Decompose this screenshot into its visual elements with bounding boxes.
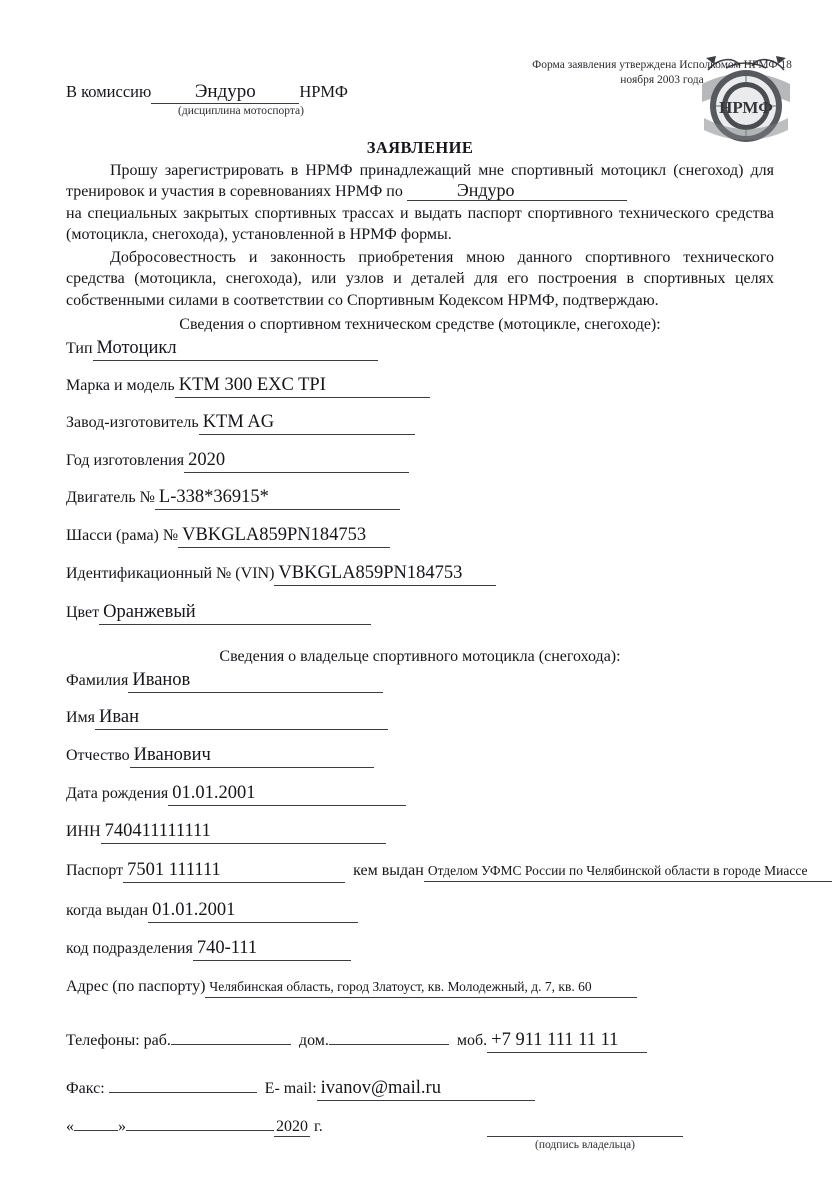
field-passport-value: 7501 111111 (127, 860, 221, 880)
email-input[interactable] (317, 1078, 535, 1101)
field-vin-value: VBKGLA859PN184753 (278, 563, 463, 583)
field-type-label: Тип (66, 340, 93, 357)
phone-work-input[interactable] (171, 1043, 291, 1045)
field-color-value: Оранжевый (103, 602, 196, 622)
field-brand-label: Марка и модель (66, 377, 175, 394)
field-color-label: Цвет (66, 604, 100, 621)
field-firstname-input[interactable] (95, 707, 388, 730)
field-chassis-input[interactable] (178, 525, 390, 548)
field-issued-by-input[interactable] (424, 862, 832, 882)
field-surname-label: Фамилия (66, 672, 129, 689)
owner-section-title: Сведения о владельце спортивного мотоцикла (снегохода): (219, 648, 621, 665)
field-passport (66, 860, 832, 883)
field-color (66, 602, 371, 625)
field-engine-value: L-338*36915* (158, 487, 269, 507)
email-value: ivanov@mail.ru (320, 1078, 441, 1098)
field-patronymic-value: Иванович (133, 745, 211, 765)
field-address-value: Челябинская область, город Златоуст, кв. Молодежный, д. 7, кв. 60 (209, 979, 592, 994)
phone-mobile-input[interactable] (487, 1030, 647, 1053)
field-birthdate-label: Дата рождения (66, 785, 169, 802)
field-firstname-label: Имя (66, 709, 96, 726)
field-manufacturer-label: Завод-изготовитель (66, 414, 199, 431)
field-issued-when-label: когда выдан (66, 902, 149, 919)
date-day-input[interactable] (74, 1130, 118, 1131)
phone-mobile-value: +7 911 111 11 11 (491, 1030, 619, 1050)
owner-signature-caption: (подпись владельца) (535, 1139, 635, 1151)
field-dept-code-value: 740-111 (196, 938, 258, 958)
date-close-quote: » (118, 1118, 126, 1135)
date-year-suffix: г. (314, 1118, 323, 1135)
field-firstname (66, 707, 388, 730)
intro-paragraph-1-text: Прошу зарегистрировать в НРМФ принадлежащий мне спортивный мотоцикл (снегоход) для тренировок и участия в соревнованиях НРМФ по (66, 162, 774, 201)
field-type-value: Мотоцикл (96, 338, 177, 358)
field-inn-label: ИНН (66, 823, 101, 840)
commission-label: В комиссию (66, 82, 152, 101)
field-vin-label: Идентификационный № (VIN) (66, 565, 275, 582)
intro-paragraph-1b: на специальных закрытых спортивных трассах и выдать паспорт спортивного технического средства (мотоцикла, снегохода), установленной в НРМФ формы. (66, 204, 774, 243)
field-inn-input[interactable] (101, 821, 386, 844)
field-inn-value: 740411111111 (104, 821, 211, 841)
phones-label: Телефоны: (66, 1032, 140, 1049)
discipline-field[interactable] (407, 181, 627, 201)
owner-signature-box (487, 1120, 683, 1151)
field-chassis-value: VBKGLA859PN184753 (182, 525, 367, 545)
emblem-label: НРМФ (719, 98, 773, 117)
field-issued-when (66, 900, 358, 923)
field-surname-input[interactable] (128, 670, 383, 693)
field-issued-by-value: Отделом УФМС России по Челябинской области в городе Миассе (427, 863, 808, 878)
field-manufacturer (66, 412, 415, 435)
field-dept-code (66, 938, 351, 961)
vehicle-section-title: Сведения о спортивном техническом средстве (мотоцикле, снегоходе): (179, 316, 661, 333)
field-brand-value: KTM 300 EXC TPI (178, 375, 326, 395)
field-issued-when-input[interactable] (148, 900, 358, 923)
contacts-fax-email-row (66, 1078, 535, 1101)
commission-discipline-value: Эндуро (194, 81, 256, 102)
page-title: ЗАЯВЛЕНИЕ (366, 138, 474, 157)
email-label: E- mail: (264, 1080, 317, 1097)
field-engine (66, 487, 400, 510)
field-vin-input[interactable] (274, 563, 496, 586)
field-issued-when-value: 01.01.2001 (152, 900, 236, 920)
phone-work-label: раб. (143, 1032, 171, 1049)
field-birthdate (66, 783, 406, 806)
field-firstname-value: Иван (99, 707, 140, 727)
discipline-value: Эндуро (456, 180, 515, 201)
field-engine-input[interactable] (155, 487, 400, 510)
field-address-input[interactable] (205, 978, 637, 998)
field-year-input[interactable] (184, 450, 409, 473)
commission-org: НРМФ (299, 82, 348, 101)
field-address (66, 978, 637, 998)
field-birthdate-input[interactable] (168, 783, 406, 806)
field-type (66, 338, 378, 361)
intro-paragraph-2: Добросовестность и законность приобретения мною данного спортивного технического средства (мотоцикла, снегохода), или узлов и деталей для его построения в спортивных целях собственными силами в соответствии со Спортивным Кодексом НРМФ, подтверждаю. (66, 249, 774, 309)
phone-home-label: дом. (298, 1032, 329, 1049)
signature-date-row (66, 1118, 323, 1137)
field-dept-code-label: код подразделения (66, 940, 193, 957)
phone-home-input[interactable] (329, 1043, 449, 1045)
field-manufacturer-value: KTM AG (202, 412, 275, 432)
field-birthdate-value: 01.01.2001 (172, 783, 256, 803)
field-issued-by-label: кем выдан (353, 862, 424, 879)
field-year (66, 450, 409, 473)
field-vin (66, 563, 496, 586)
phone-mobile-label: моб. (456, 1032, 488, 1049)
field-patronymic (66, 745, 374, 768)
owner-signature-line[interactable] (487, 1120, 683, 1137)
field-manufacturer-input[interactable] (199, 412, 415, 435)
field-patronymic-input[interactable] (130, 745, 374, 768)
contacts-phones-row (66, 1030, 647, 1053)
field-year-value: 2020 (188, 450, 226, 470)
field-surname-value: Иванов (132, 670, 191, 690)
fax-input[interactable] (109, 1091, 257, 1093)
field-dept-code-input[interactable] (193, 938, 351, 961)
field-type-input[interactable] (93, 338, 378, 361)
field-color-input[interactable] (99, 602, 371, 625)
form-approval-note: Форма заявления утверждена Исполкомом НРМФ 18 ноября 2003 года (532, 59, 792, 86)
intro-paragraph-1 (66, 160, 774, 203)
field-surname (66, 670, 383, 693)
commission-discipline-field[interactable] (151, 82, 299, 104)
field-chassis-label: Шасси (рама) № (66, 527, 179, 544)
date-open-quote: « (66, 1118, 74, 1135)
date-year-value: 2020 (276, 1118, 308, 1135)
field-patronymic-label: Отчество (66, 747, 130, 764)
field-brand-input[interactable] (175, 375, 430, 398)
intro-block (66, 160, 774, 311)
field-engine-label: Двигатель № (66, 489, 155, 506)
field-year-label: Год изготовления (66, 452, 185, 469)
field-inn (66, 821, 386, 844)
date-month-input[interactable] (126, 1130, 274, 1131)
field-passport-label: Паспорт (66, 862, 124, 879)
field-address-label: Адрес (по паспорту) (66, 978, 206, 995)
commission-line (66, 82, 348, 104)
commission-caption: (дисциплина мотоспорта) (178, 105, 304, 117)
field-chassis (66, 525, 390, 548)
field-passport-input[interactable] (123, 860, 345, 883)
fax-label: Факс: (66, 1080, 105, 1097)
field-brand (66, 375, 430, 398)
